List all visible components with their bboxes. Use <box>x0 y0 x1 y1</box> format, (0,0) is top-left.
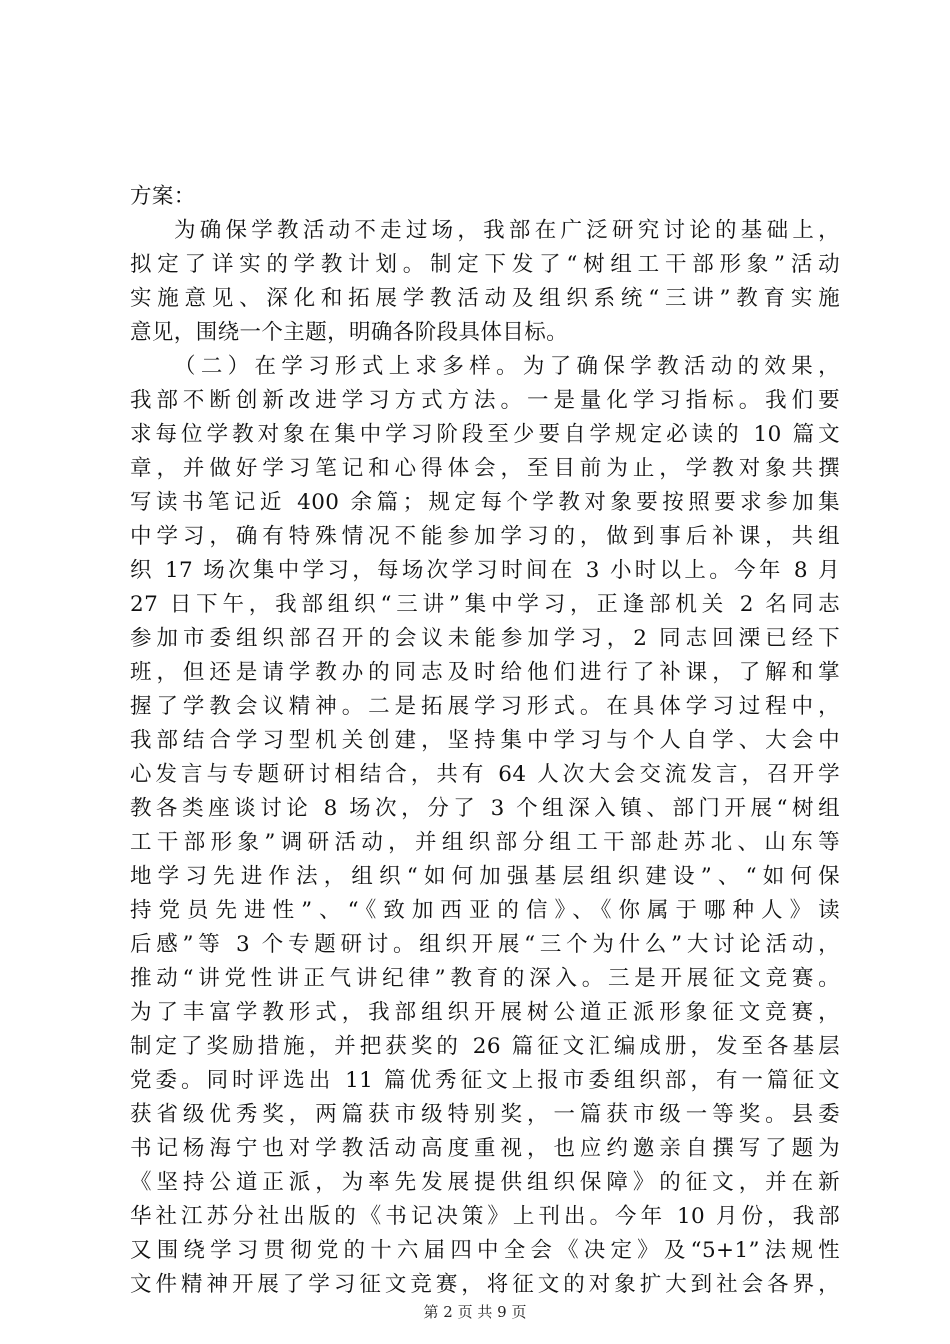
text-line: 《坚持公道正派，为率先发展提供组织保障》的征文，并在新 <box>130 1170 840 1195</box>
text-line: 27 日下午，我部组织“三讲”集中学习，正逢部机关 2 名同志 <box>130 592 840 617</box>
text-line: 实施意见、深化和拓展学教活动及组织系统“三讲”教育实施 <box>130 286 840 311</box>
text-line: 推动“讲党性讲正气讲纪律”教育的深入。三是开展征文竞赛。 <box>130 966 840 991</box>
text-line: 我部结合学习型机关创建，坚持集中学习与个人自学、大会中 <box>130 728 840 753</box>
text-line: 写读书笔记近 400 余篇；规定每个学教对象要按照要求参加集 <box>130 490 840 515</box>
text-line: 班，但还是请学教办的同志及时给他们进行了补课，了解和掌 <box>130 660 840 685</box>
text-line: 方案： <box>130 184 196 209</box>
text-line: 书记杨海宁也对学教活动高度重视，也应约邀亲自撰写了题为 <box>130 1136 840 1161</box>
text-line: 我部不断创新改进学习方式方法。一是量化学习指标。我们要 <box>130 388 840 413</box>
text-line: 参加市委组织部召开的会议未能参加学习，2 同志回溧已经下 <box>130 626 840 651</box>
text-line: 意见，围绕一个主题，明确各阶段具体目标。 <box>130 320 569 345</box>
text-line: 制定了奖励措施，并把获奖的 26 篇征文汇编成册，发至各基层 <box>130 1034 840 1059</box>
text-line: 为确保学教活动不走过场，我部在广泛研究讨论的基础上， <box>174 218 840 243</box>
text-line: 求每位学教对象在集中学习阶段至少要自学规定必读的 10 篇文 <box>130 422 840 447</box>
text-line: 后感”等 3 个专题研讨。组织开展“三个为什么”大讨论活动， <box>130 932 840 957</box>
text-line: 拟定了详实的学教计划。制定下发了“树组工干部形象”活动 <box>130 252 840 277</box>
text-line: 又围绕学习贯彻党的十六届四中全会《决定》及“5+1”法规性 <box>130 1238 840 1263</box>
text-line: 文件精神开展了学习征文竞赛，将征文的对象扩大到社会各界， <box>130 1272 840 1297</box>
text-line: 章，并做好学习笔记和心得体会，至目前为止，学教对象共撰 <box>130 456 840 481</box>
text-line: 为了丰富学教形式，我部组织开展树公道正派形象征文竞赛， <box>130 1000 840 1025</box>
text-line: 党委。同时评选出 11 篇优秀征文上报市委组织部，有一篇征文 <box>130 1068 840 1093</box>
body-text <box>130 180 840 1302</box>
text-line: 教各类座谈讨论 8 场次，分了 3 个组深入镇、部门开展“树组 <box>130 796 840 821</box>
text-line: 中学习，确有特殊情况不能参加学习的，做到事后补课，共组 <box>130 524 840 549</box>
text-line: （二）在学习形式上求多样。为了确保学教活动的效果， <box>174 354 840 379</box>
text-line: 织 17 场次集中学习，每场次学习时间在 3 小时以上。今年 8 月 <box>130 558 840 583</box>
text-line: 心发言与专题研讨相结合，共有 64 人次大会交流发言，召开学 <box>130 762 840 787</box>
text-line: 地学习先进作法，组织“如何加强基层组织建设”、“如何保 <box>130 864 840 889</box>
page-footer: 第 2 页 共 9 页 <box>423 1303 527 1321</box>
text-line: 握了学教会议精神。二是拓展学习形式。在具体学习过程中， <box>130 694 840 719</box>
text-line: 持党员先进性”、“《致加西亚的信》、《你属于哪种人》读 <box>130 898 840 923</box>
text-line: 工干部形象”调研活动，并组织部分组工干部赴苏北、山东等 <box>130 830 840 855</box>
text-line: 华社江苏分社出版的《书记决策》上刊出。今年 10 月份，我部 <box>130 1204 840 1229</box>
text-line: 获省级优秀奖，两篇获市级特别奖，一篇获市级一等奖。县委 <box>130 1102 840 1127</box>
